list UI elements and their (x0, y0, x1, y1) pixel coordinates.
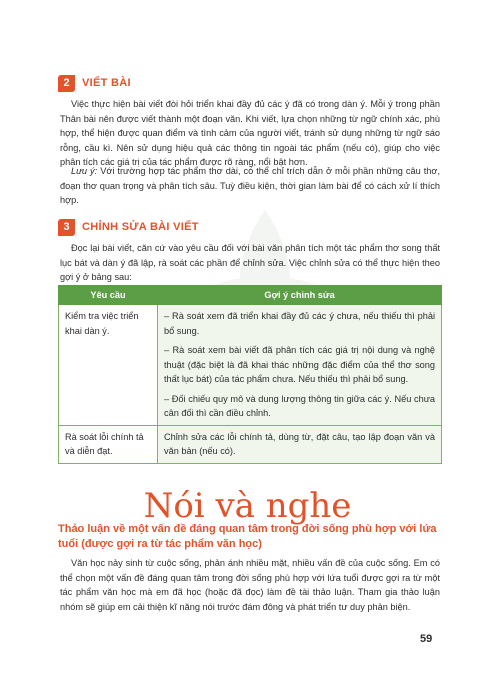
suggestion-item: – Rà soát xem bài viết đã phân tích các giá trị nội dung và nghệ thuật (đặc biệt là đã khai thác những đặc điểm của thể thơ song thất lục bát) của tác phẩm chưa. Nếu thiếu thì phải bổ sung. (164, 345, 435, 384)
table-cell-requirement: Rà soát lỗi chính tả và diễn đạt. (59, 425, 158, 463)
writing-paragraph: Việc thực hiện bài viết đòi hỏi triển khai đầy đủ các ý đã có trong dàn ý. Mỗi ý trong phần Thân bài nên được viết thành một đoạn văn. Khi viết, lựa chọn những từ ngữ chính xác, phù hợp, thể hiện được quan điểm và tình cảm của người viết, tránh sử dụng những từ ngữ sáo rỗng, cầu kì. Nên sử dụng hiệu quả các thông tin ngoài tác phẩm (nếu có), giúp cho việc phân tích các giá trị của tác phẩm được rõ ràng, nổi bật hơn. (60, 99, 440, 167)
table-cell-requirement: Kiểm tra việc triển khai dàn ý. (59, 305, 158, 426)
table-header-row (59, 286, 442, 305)
note-label: Lưu ý: (71, 166, 98, 176)
speaking-subtitle: Thảo luận về một vấn đề đáng quan tâm trong đời sống phù hợp với lứa tuổi (được gợi ra từ tác phẩm văn học) (58, 523, 437, 550)
section-number-badge: 3 (58, 219, 75, 236)
section-title: VIẾT BÀI (82, 77, 131, 89)
speaking-listening-title: Nói và nghe (143, 486, 352, 526)
table-cell-suggestion (158, 305, 442, 426)
table-header-requirement: Yêu cầu (59, 286, 158, 305)
revision-paragraph: Đọc lại bài viết, căn cứ vào yêu cầu đối với bài văn phân tích một tác phẩm thơ song thất lục bát và dàn ý đã lập, rà soát các phần để chỉnh sửa. Việc chỉnh sửa có thể thực hiện theo gợi ý ở bảng sau: (60, 243, 440, 282)
section-number-badge: 2 (58, 75, 75, 92)
section-2-heading (58, 74, 131, 92)
suggestion-item: – Rà soát xem đã triển khai đầy đủ các ý chưa, nếu thiếu thì phải bổ sung. (164, 311, 435, 336)
table-header-suggestion: Gợi ý chỉnh sửa (158, 286, 442, 305)
suggestion-item: Chỉnh sửa các lỗi chính tả, dùng từ, đặt câu, tạo lập đoạn văn và văn bản (nếu có). (164, 431, 435, 456)
note-paragraph (60, 164, 440, 208)
table-row (59, 305, 442, 426)
revision-table (58, 285, 442, 464)
note-text: Với trường hợp tác phẩm thơ dài, có thể chỉ trích dẫn ở mỗi phần những câu thơ, đoạn thơ quan trọng và phân tích sâu. Tuỳ điều kiện, thời gian làm bài để có cách xử lí thích hợp. (60, 166, 440, 205)
section-title: CHỈNH SỬA BÀI VIẾT (82, 221, 199, 233)
section-3-heading (58, 218, 199, 236)
table-row (59, 425, 442, 463)
speaking-paragraph: Văn học nảy sinh từ cuộc sống, phản ánh nhiều mặt, nhiều vấn đề của cuộc sống. Em có thể chọn một vấn đề đáng quan tâm trong đời sống phù hợp với lứa tuổi được gợi ra từ một tác phẩm văn học mà em đã học (hoặc đã đọc) làm đề tài thảo luận. Tham gia thảo luận nhóm sẽ giúp em cải thiện kĩ năng nói trước đám đông và phát triển tư duy phản biện. (60, 558, 440, 612)
page-number: 59 (420, 633, 433, 645)
table-cell-suggestion (158, 425, 442, 463)
suggestion-item: – Đối chiếu quy mô và dung lượng thông tin giữa các ý. Nếu chưa cân đối thì cần điều chỉnh. (164, 393, 435, 418)
